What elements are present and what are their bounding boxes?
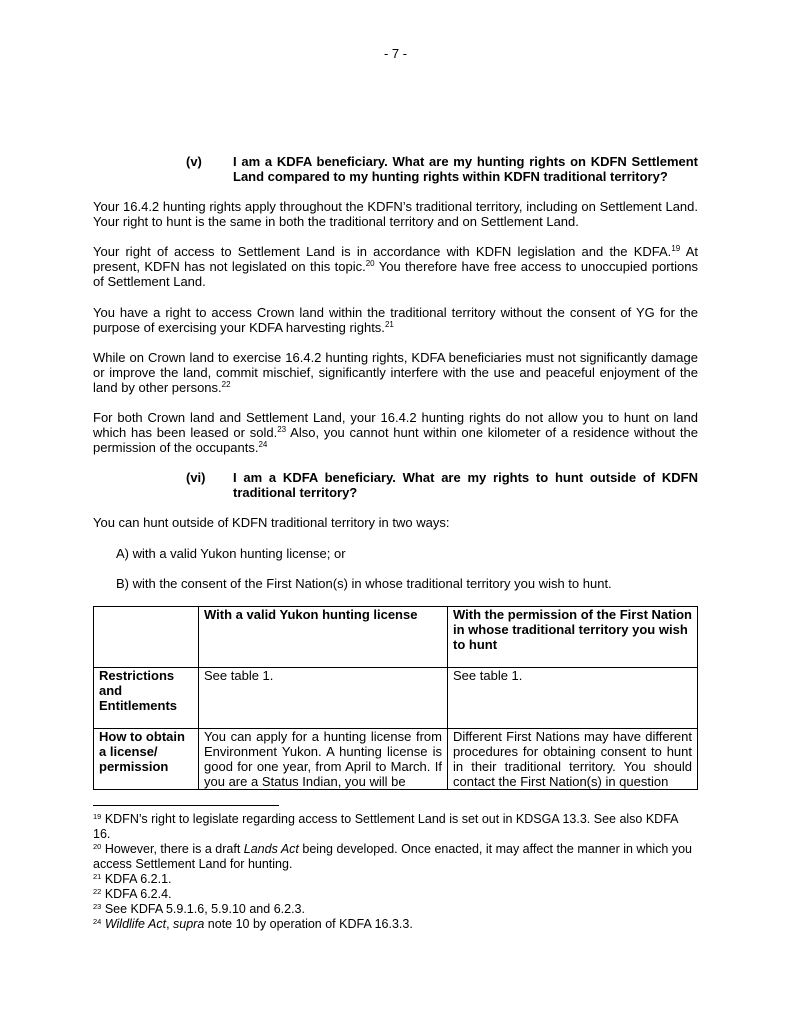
footnote-ref: 24 <box>258 440 268 449</box>
section-question: I am a KDFA beneficiary. What are my hunting rights on KDFN Settlement Land compared to my hunting rights within KDFN traditional territory? <box>233 154 698 184</box>
section-question: I am a KDFA beneficiary. What are my rights to hunt outside of KDFN traditional territory? <box>233 470 698 500</box>
section-label: (vi) <box>186 470 206 485</box>
table-row-label: Restrictions and Entitlements <box>94 668 199 729</box>
footnote-ref: 19 <box>671 244 681 253</box>
footnote-ref: 20 <box>365 259 375 268</box>
table-header-cell-empty <box>94 607 199 668</box>
footnote-ref: 21 <box>384 320 394 329</box>
table-cell: See table 1. <box>448 668 698 729</box>
section-heading-vi <box>186 470 698 500</box>
footnote-ref: 23 <box>277 425 287 434</box>
footnote-23: $^{23}$ See KDFA 5.9.1.6, 5.9.10 and 6.2.3. <box>93 902 305 916</box>
footnote-19: $^{19}$ KDFN’s right to legislate regarding access to Settlement Land is set out in KDSGA 13.3. See also KDFA 16. <box>93 812 678 841</box>
table-header-row <box>94 607 698 668</box>
list-item-b: B) with the consent of the First Nation(s) in whose traditional territory you wish to hunt. <box>116 576 612 591</box>
table-header-cell-permission: With the permission of the First Nation in whose traditional territory you wish to hunt <box>448 607 698 668</box>
footnote-ref: 22 <box>221 380 231 389</box>
hunting-comparison-table <box>93 606 698 790</box>
section-label: (v) <box>186 154 202 169</box>
footnote-24: $^{24}$ Wildlife Act, supra note 10 by operation of KDFA 16.3.3. <box>93 917 413 931</box>
paragraph-crown-land-conduct: While on Crown land to exercise 16.4.2 hunting rights, KDFA beneficiaries must not significantly damage or improve the land, commit mischief, significantly interfere with the use and peaceful enjoyment of the land by other persons.$^{22}$ <box>93 350 698 395</box>
table-row <box>94 668 698 729</box>
table-header-cell-license: With a valid Yukon hunting license <box>199 607 448 668</box>
footnote-20: $^{20}$ However, there is a draft Lands Act being developed. Once enacted, it may affect the manner in which you access Settlement Land for hunting. <box>93 842 692 871</box>
table-cell: See table 1. <box>199 668 448 729</box>
footnote-21: $^{21}$ KDFA 6.2.1. <box>93 872 172 886</box>
table-cell: You can apply for a hunting license from Environment Yukon. A hunting license is good for one year, from April to March. If you are a Status Indian, you will be <box>199 729 448 790</box>
list-item-a: A) with a valid Yukon hunting license; or <box>116 546 346 561</box>
page-number: - 7 - <box>383 46 408 61</box>
table-row <box>94 729 698 790</box>
table-row-label: How to obtain a license/ permission <box>94 729 199 790</box>
paragraph-crown-land-access: You have a right to access Crown land within the traditional territory without the consent of YG for the purpose of exercising your KDFA harvesting rights.$^{21}$ <box>93 305 698 335</box>
section-heading-v <box>186 154 698 184</box>
footnote-separator <box>93 805 279 806</box>
paragraph-leased-land: For both Crown land and Settlement Land, your 16.4.2 hunting rights do not allow you to hunt on land which has been leased or sold.$^{23}$ Also, you cannot hunt within one kilometer of a residence without the permission of the occupants.$^{24}$ <box>93 410 698 455</box>
paragraph-hunting-rights: Your 16.4.2 hunting rights apply throughout the KDFN’s traditional territory, including on Settlement Land. Your right to hunt is the same in both the traditional territory and on Settlement Land. <box>93 199 698 229</box>
paragraph-two-ways: You can hunt outside of KDFN traditional territory in two ways: <box>93 515 450 530</box>
table-cell: Different First Nations may have different procedures for obtaining consent to hunt in their traditional territory. You should contact the First Nation(s) in question <box>448 729 698 790</box>
paragraph-access-settlement-land: Your right of access to Settlement Land is in accordance with KDFN legislation and the KDFA.$^{19}$ At present, KDFN has not legislated on this topic.$^{20}$ You therefore have free access to unoccupied portions of Settlement Land. <box>93 244 698 289</box>
footnote-22: $^{22}$ KDFA 6.2.4. <box>93 887 172 901</box>
